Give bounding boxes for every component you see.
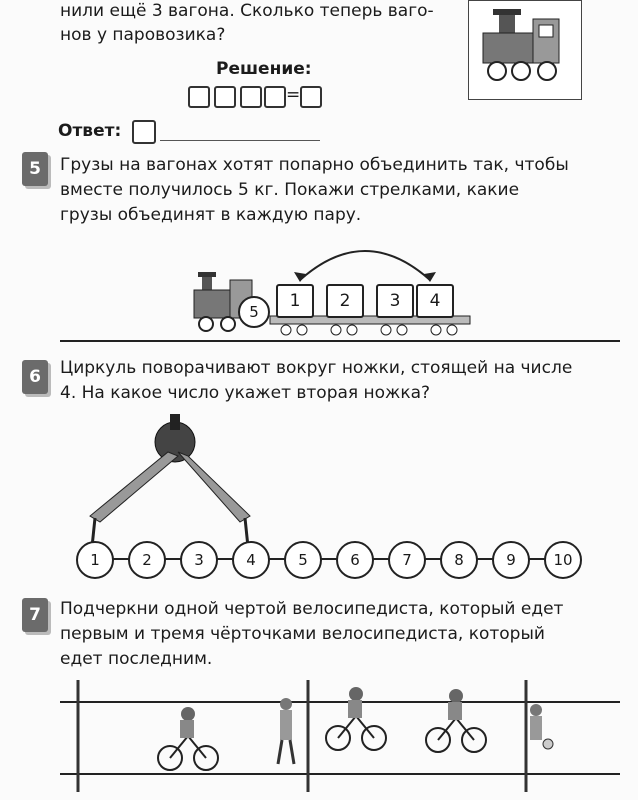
answer-line bbox=[160, 140, 320, 141]
wagon-weight-1[interactable]: 1 bbox=[276, 284, 314, 318]
cyclist-3-icon[interactable] bbox=[426, 689, 486, 752]
number-line-3[interactable]: 3 bbox=[180, 541, 218, 579]
task-7-line-3: едет последним. bbox=[60, 649, 213, 669]
locomotive-icon bbox=[469, 1, 581, 99]
cyclist-2-icon[interactable] bbox=[326, 687, 386, 750]
number-line-5[interactable]: 5 bbox=[284, 541, 322, 579]
wagon-wheels bbox=[281, 325, 457, 335]
number-line-6[interactable]: 6 bbox=[336, 541, 374, 579]
intro-line-1: нили ещё 3 вагона. Сколько теперь ваго- bbox=[60, 1, 434, 21]
wagon-weight-2[interactable]: 2 bbox=[326, 284, 364, 318]
number-line-7[interactable]: 7 bbox=[388, 541, 426, 579]
solution-label: Решение: bbox=[216, 59, 312, 79]
number-line-1[interactable]: 1 bbox=[76, 541, 114, 579]
task-7-line-1: Подчеркни одной чертой велосипедиста, который едет bbox=[60, 599, 564, 619]
task-5-line-3: грузы объединят в каждую пару. bbox=[60, 205, 362, 225]
number-line-8[interactable]: 8 bbox=[440, 541, 478, 579]
number-line-4[interactable]: 4 bbox=[232, 541, 270, 579]
wagon-weight-4[interactable]: 4 bbox=[416, 284, 454, 318]
spectator-child-icon bbox=[530, 704, 553, 749]
number-line-10[interactable]: 10 bbox=[544, 541, 582, 579]
spectator-icon bbox=[278, 698, 294, 764]
answer-box[interactable] bbox=[132, 120, 156, 144]
number-line-2[interactable]: 2 bbox=[128, 541, 166, 579]
solution-box-2[interactable] bbox=[214, 86, 236, 108]
equals-sign: = bbox=[286, 85, 301, 105]
intro-line-2: нов у паровозика? bbox=[60, 25, 226, 45]
task-5-divider bbox=[60, 340, 620, 342]
task-5-number: 5 bbox=[22, 152, 48, 186]
wagon-weight-3[interactable]: 3 bbox=[376, 284, 414, 318]
solution-box-3[interactable] bbox=[240, 86, 262, 108]
locomotive-picture-frame bbox=[468, 0, 582, 100]
locomotive-weight: 5 bbox=[238, 296, 270, 328]
number-line-9[interactable]: 9 bbox=[492, 541, 530, 579]
task-6-line-2: 4. На какое число укажет вторая ножка? bbox=[60, 383, 431, 403]
task-5-line-1: Грузы на вагонах хотят попарно объединить так, чтобы bbox=[60, 155, 569, 175]
compass-illustration bbox=[80, 412, 280, 552]
task-6-number: 6 bbox=[22, 360, 48, 394]
example-arrow bbox=[300, 251, 430, 280]
task-7-number: 7 bbox=[22, 598, 48, 632]
answer-label: Ответ: bbox=[58, 121, 122, 141]
solution-box-4[interactable] bbox=[264, 86, 286, 108]
race-track-illustration bbox=[60, 680, 620, 798]
task-7-line-2: первым и тремя чёрточками велосипедиста, который bbox=[60, 624, 545, 644]
solution-result-box[interactable] bbox=[300, 86, 322, 108]
task-5-line-2: вместе получилось 5 кг. Покажи стрелками, какие bbox=[60, 180, 520, 200]
cyclist-1-icon[interactable] bbox=[158, 707, 218, 770]
task-6-line-1: Циркуль поворачивают вокруг ножки, стоящей на числе bbox=[60, 358, 573, 378]
solution-box-1[interactable] bbox=[188, 86, 210, 108]
